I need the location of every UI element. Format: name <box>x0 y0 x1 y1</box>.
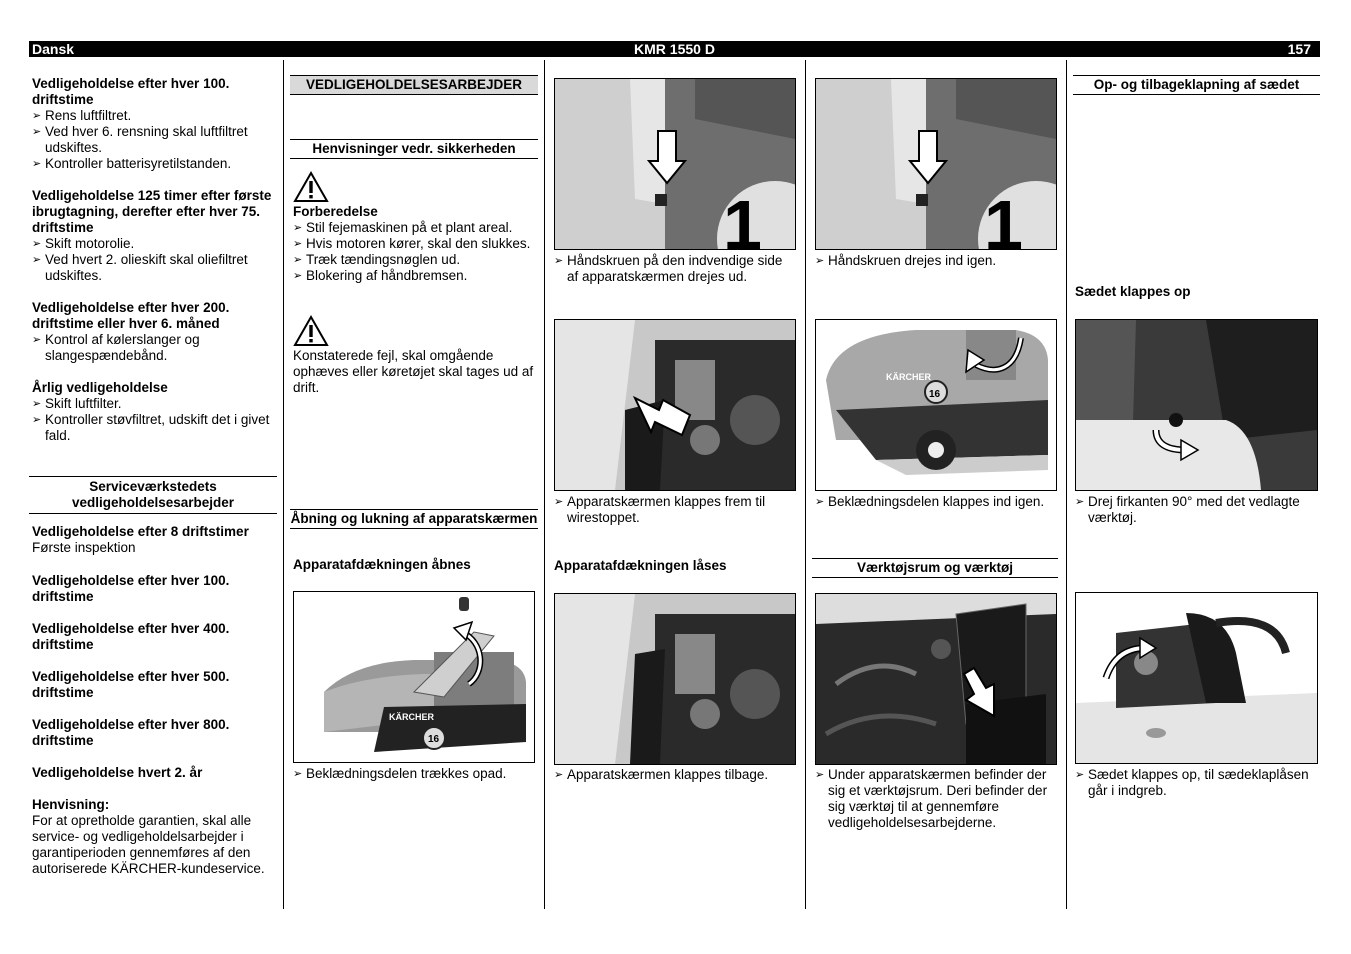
list-125h <box>32 236 272 284</box>
list-200h <box>32 332 272 364</box>
list-item: ➢ Kontroller batterisyretilstanden. <box>32 156 272 172</box>
list-item: ➢ Beklædningsdelen klappes ind igen. <box>815 494 1057 510</box>
heading-service-500h: Vedligeholdelse efter hver 500. driftstime <box>32 669 230 700</box>
list-item: ➢ Drej firkanten 90° med det vedlagte værktøj. <box>1075 494 1320 526</box>
column-divider <box>805 60 806 909</box>
heading-8h: Vedligeholdelse efter 8 driftstimer <box>32 524 249 539</box>
list-item: ➢ Apparatskærmen klappes frem til wirestoppet. <box>554 494 796 526</box>
page-header <box>29 41 1320 57</box>
header-page-number: 157 <box>1287 41 1311 57</box>
section-heading-open-close: Åbning og lukning af apparatskærmen <box>290 509 538 529</box>
list-panel-fold-in <box>815 494 1057 510</box>
list-item: ➢ Beklædningsdelen trækkes opad. <box>293 766 535 782</box>
list-item: ➢ Rens luftfiltret. <box>32 108 272 124</box>
photo-seat-folded-up <box>1075 592 1318 764</box>
list-cover-back <box>554 767 796 783</box>
heading-service-400h: Vedligeholdelse efter hver 400. driftstime <box>32 621 230 652</box>
machine-badge-number: 16 <box>428 734 440 745</box>
svg-text:16: 16 <box>929 389 941 400</box>
header-model: KMR 1550 D <box>634 41 715 57</box>
section-heading-service: Serviceværkstedets vedligeholdelsesarbejder <box>29 476 277 514</box>
svg-text:1: 1 <box>984 186 1023 249</box>
header-language: Dansk <box>32 41 75 57</box>
photo-cover-forward <box>554 319 796 491</box>
heading-100h: Vedligeholdelse efter hver 100. driftstime <box>32 76 230 107</box>
list-hand-screw-out <box>554 253 796 285</box>
list-item: ➢ Ved hvert 2. olieskift skal oliefiltret udskiftes. <box>32 252 272 284</box>
subheading-seat-up: Sædet klappes op <box>1075 284 1191 299</box>
section-heading-seat: Op- og tilbageklapning af sædet <box>1073 75 1320 95</box>
list-item: ➢ Apparatskærmen klappes tilbage. <box>554 767 796 783</box>
list-item: ➢ Kontrol af kølerslanger og slangespændebånd. <box>32 332 272 364</box>
list-item: ➢ Skift luftfilter. <box>32 396 272 412</box>
note-title: Henvisning: <box>32 797 110 812</box>
list-100h <box>32 108 272 172</box>
section-heading-safety: Henvisninger vedr. sikkerheden <box>290 139 538 159</box>
section-heading-tools: Værktøjsrum og værktøj <box>812 558 1058 578</box>
list-item: ➢ Kontroller støvfiltret, udskift det i givet fald. <box>32 412 272 444</box>
subheading-open: Apparatafdækningen åbnes <box>293 557 471 572</box>
list-item: ➢ Hvis motoren kører, skal den slukkes. <box>293 236 535 252</box>
photo-cover-back <box>554 593 796 765</box>
column-divider <box>1066 60 1067 909</box>
heading-200h: Vedligeholdelse efter hver 200. driftstime eller hver 6. måned <box>32 300 230 331</box>
section-heading-maintenance: VEDLIGEHOLDELSESARBEJDER <box>290 75 538 95</box>
karcher-logo-text: KÄRCHER <box>389 712 434 722</box>
heading-service-800h: Vedligeholdelse efter hver 800. driftstime <box>32 717 230 748</box>
column-divider <box>283 60 284 909</box>
subheading-lock: Apparatafdækningen låses <box>554 558 727 573</box>
photo-hand-screw-out <box>554 78 796 250</box>
photo-machine-lifting-cover <box>293 591 535 763</box>
photo-panel-fold-in <box>815 319 1057 491</box>
svg-text:1: 1 <box>723 186 762 249</box>
heading-125h: Vedligeholdelse 125 timer efter første ibrugtagning, derefter efter hver 75. driftstime <box>32 188 272 235</box>
text-first-inspection: Første inspektion <box>32 540 136 555</box>
list-item: ➢ Ved hver 6. rensning skal luftfiltret udskiftes. <box>32 124 272 156</box>
list-preparation <box>293 220 535 284</box>
list-cover-forward <box>554 494 796 526</box>
list-item: ➢ Håndskruen på den indvendige side af apparatskærmen drejes ud. <box>554 253 796 285</box>
note-text: For at opretholde garantien, skal alle service- og vedligeholdelsarbejder i garantiperioden gennemføres af den autoriserede KÄRCHER-kundeservice. <box>32 813 265 876</box>
prep-title: Forberedelse <box>293 204 378 219</box>
list-item: ➢ Skift motorolie. <box>32 236 272 252</box>
heading-service-100h: Vedligeholdelse efter hver 100. driftstime <box>32 573 230 604</box>
photo-seat-square-key <box>1075 319 1318 491</box>
warning-text: Konstaterede fejl, skal omgående ophæves eller køretøjet skal tages ud af drift. <box>293 348 534 395</box>
warning-icon <box>293 171 329 203</box>
list-seat-folded-up <box>1075 767 1320 799</box>
list-item: ➢ Under apparatskærmen befinder der sig et værktøjsrum. Deri befinder der sig værktøj til at gennemføre vedligeholdelsesarbejderne. <box>815 767 1057 831</box>
list-tool-compartment <box>815 767 1057 831</box>
warning-icon <box>293 315 329 347</box>
heading-yearly: Årlig vedligeholdelse <box>32 380 168 395</box>
column-divider <box>544 60 545 909</box>
list-item: ➢ Stil fejemaskinen på et plant areal. <box>293 220 535 236</box>
list-hand-screw-in <box>815 253 1057 269</box>
list-seat-square-key <box>1075 494 1320 526</box>
list-item: ➢ Håndskruen drejes ind igen. <box>815 253 1057 269</box>
list-yearly <box>32 396 272 444</box>
list-open <box>293 766 535 782</box>
svg-text:KÄRCHER: KÄRCHER <box>886 372 931 382</box>
heading-service-2years: Vedligeholdelse hvert 2. år <box>32 765 203 780</box>
list-item: ➢ Blokering af håndbremsen. <box>293 268 535 284</box>
list-item: ➢ Sædet klappes op, til sædeklaplåsen går i indgreb. <box>1075 767 1320 799</box>
photo-tool-compartment <box>815 593 1057 765</box>
list-item: ➢ Træk tændingsnøglen ud. <box>293 252 535 268</box>
photo-hand-screw-in <box>815 78 1057 250</box>
